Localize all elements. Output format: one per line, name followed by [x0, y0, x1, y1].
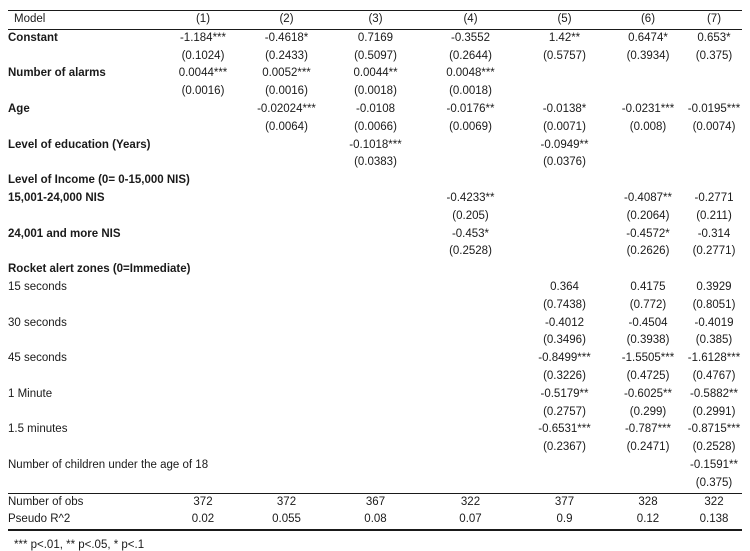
cell-value: (0.385): [695, 334, 733, 347]
table-row: [8, 493, 742, 511]
row-label: Level of Income (0= 0-15,000 NIS): [8, 174, 190, 187]
cell-value: (0.0064): [265, 120, 308, 133]
cell-value: [244, 386, 329, 404]
cell-value: [610, 261, 686, 279]
row-label: [8, 475, 162, 493]
cell-value: [422, 154, 519, 172]
cell-value: (0.375): [695, 49, 733, 62]
table-row: [8, 332, 742, 350]
cell-value: 0.9: [556, 513, 573, 526]
cell-value: [162, 243, 244, 261]
cell-value: (0.3938): [626, 334, 670, 347]
cell-value: (0.205): [452, 209, 489, 222]
cell-value: (0.0071): [543, 120, 586, 133]
table-row: [8, 511, 742, 530]
cell-value: [610, 172, 686, 190]
cell-value: 0.08: [364, 513, 387, 526]
cell-value: 322: [422, 493, 519, 511]
cell-value: -0.4019: [694, 316, 734, 329]
cell-value: (0.2991): [692, 405, 736, 418]
cell-value: (0.772): [629, 298, 667, 311]
cell-value: -1.184***: [179, 31, 227, 44]
cell-value: [610, 154, 686, 172]
column-header: (6): [610, 11, 686, 30]
cell-value: -0.1591**: [690, 458, 738, 471]
table-row: [8, 350, 742, 368]
column-header: (1): [162, 11, 244, 30]
cell-value: [686, 172, 742, 190]
cell-value: 0.6474*: [628, 31, 668, 44]
cell-value: [162, 101, 244, 119]
significance-note: *** p<.01, ** p<.05, * p<.1: [14, 539, 145, 551]
cell-value: [244, 332, 329, 350]
table-row: [8, 226, 742, 244]
cell-value: [244, 154, 329, 172]
row-label: 1 Minute: [8, 387, 53, 400]
cell-value: -0.5179**: [540, 387, 589, 400]
cell-value: (0.299): [629, 405, 667, 418]
cell-value: [329, 368, 422, 386]
row-label: 15,001-24,000 NIS: [8, 191, 105, 204]
cell-value: [422, 172, 519, 190]
cell-value: [329, 226, 422, 244]
cell-value: (0.2528): [692, 441, 736, 454]
table-row: [8, 457, 742, 475]
table-row: [8, 29, 742, 47]
cell-value: -0.4618*: [264, 31, 309, 44]
table-row: [8, 279, 742, 297]
cell-value: [329, 190, 422, 208]
cell-value: [329, 261, 422, 279]
table-row: [8, 404, 742, 422]
cell-value: (0.5757): [543, 49, 586, 62]
cell-value: (0.0018): [449, 85, 492, 98]
cell-value: [610, 65, 686, 83]
cell-value: [244, 226, 329, 244]
cell-value: [162, 439, 244, 457]
row-label: [8, 332, 162, 350]
cell-value: 0.4175: [630, 280, 666, 293]
cell-value: (0.211): [696, 209, 732, 222]
row-label: Constant: [8, 31, 58, 44]
cell-value: [422, 332, 519, 350]
cell-value: [329, 475, 422, 493]
cell-value: [329, 421, 422, 439]
row-label: [8, 243, 162, 261]
cell-value: 328: [610, 493, 686, 511]
row-label: 15 seconds: [8, 280, 67, 293]
regression-table: [8, 10, 742, 531]
column-header: (2): [244, 11, 329, 30]
cell-value: -0.0176**: [446, 102, 495, 115]
cell-value: [162, 154, 244, 172]
table-row: [8, 368, 742, 386]
cell-value: (0.3496): [543, 334, 586, 347]
cell-value: [244, 208, 329, 226]
cell-value: [329, 350, 422, 368]
table-body: [8, 29, 742, 493]
cell-value: -0.6025**: [624, 387, 672, 400]
table-row: [8, 315, 742, 333]
cell-value: [519, 226, 610, 244]
cell-value: [244, 279, 329, 297]
cell-value: [162, 297, 244, 315]
cell-value: 0.0044***: [178, 67, 228, 80]
row-label: 24,001 and more NIS: [8, 227, 121, 240]
cell-value: [422, 279, 519, 297]
cell-value: (0.008): [629, 120, 667, 133]
cell-value: -0.2771: [694, 191, 734, 204]
cell-value: -0.8715***: [687, 423, 741, 436]
cell-value: -0.453*: [451, 227, 490, 240]
cell-value: [244, 368, 329, 386]
cell-value: [162, 190, 244, 208]
cell-value: [162, 386, 244, 404]
cell-value: -0.787***: [624, 423, 672, 436]
cell-value: [244, 297, 329, 315]
cell-value: [162, 350, 244, 368]
table-row: [8, 83, 742, 101]
cell-value: (0.0383): [354, 156, 397, 169]
cell-value: [610, 475, 686, 493]
cell-value: 1.42**: [548, 31, 581, 44]
cell-value: (0.3226): [543, 369, 586, 382]
cell-value: -0.0231***: [621, 102, 675, 115]
cell-value: (0.2471): [626, 441, 670, 454]
cell-value: (0.2367): [543, 441, 586, 454]
cell-value: -0.5882**: [690, 387, 738, 400]
cell-value: [422, 350, 519, 368]
table-row: [8, 119, 742, 137]
row-label: [8, 154, 162, 172]
cell-value: -0.0108: [355, 102, 395, 115]
cell-value: -0.3552: [450, 31, 490, 44]
cell-value: [686, 65, 742, 83]
row-label: [8, 297, 162, 315]
cell-value: -0.6531***: [538, 423, 591, 436]
table-header-row: [8, 11, 742, 30]
cell-value: 0.3929: [696, 280, 732, 293]
column-header: (3): [329, 11, 422, 30]
row-label: Level of education (Years): [8, 138, 151, 151]
table-footer: [8, 493, 742, 530]
cell-value: (0.2433): [265, 49, 308, 62]
cell-value: 372: [244, 493, 329, 511]
cell-value: 0.02: [191, 513, 215, 526]
cell-value: [422, 475, 519, 493]
cell-value: [422, 297, 519, 315]
cell-value: [162, 279, 244, 297]
cell-value: [162, 315, 244, 333]
table-row: [8, 65, 742, 83]
row-label: Number of obs: [8, 493, 162, 511]
cell-value: 0.0052***: [262, 67, 311, 80]
table-row: [8, 208, 742, 226]
cell-value: [422, 457, 519, 475]
cell-value: [162, 208, 244, 226]
cell-value: (0.0066): [354, 120, 397, 133]
cell-value: [162, 332, 244, 350]
table-row: [8, 172, 742, 190]
table-row: [8, 297, 742, 315]
cell-value: [244, 243, 329, 261]
cell-value: [610, 83, 686, 101]
cell-value: [244, 350, 329, 368]
cell-value: [162, 475, 244, 493]
cell-value: (0.2771): [692, 245, 736, 258]
cell-value: (0.8051): [692, 298, 736, 311]
cell-value: (0.2626): [626, 245, 670, 258]
row-label: [8, 208, 162, 226]
cell-value: -0.314: [697, 227, 731, 240]
cell-value: [162, 404, 244, 422]
cell-value: [329, 243, 422, 261]
cell-value: [244, 475, 329, 493]
cell-value: 0.07: [459, 513, 482, 526]
cell-value: (0.2757): [543, 405, 586, 418]
cell-value: 367: [329, 493, 422, 511]
cell-value: [422, 261, 519, 279]
cell-value: 0.7169: [357, 31, 394, 44]
cell-value: [244, 172, 329, 190]
row-label: [8, 439, 162, 457]
table-row: [8, 137, 742, 155]
cell-value: [244, 404, 329, 422]
cell-value: (0.4725): [626, 369, 670, 382]
cell-value: [162, 226, 244, 244]
cell-value: [329, 386, 422, 404]
table-row: [8, 154, 742, 172]
cell-value: (0.1024): [181, 49, 225, 62]
cell-value: [244, 137, 329, 155]
cell-value: -0.4572*: [626, 227, 670, 240]
cell-value: -0.0949**: [540, 138, 589, 151]
cell-value: [519, 243, 610, 261]
cell-value: [244, 439, 329, 457]
cell-value: [422, 315, 519, 333]
cell-value: 0.12: [636, 513, 660, 526]
table-row: [8, 48, 742, 66]
cell-value: -0.4233**: [446, 191, 495, 204]
cell-value: [329, 457, 422, 475]
cell-value: [162, 421, 244, 439]
cell-value: -1.6128***: [687, 352, 741, 365]
row-label: Number of children under the age of 18: [8, 458, 209, 471]
cell-value: (0.2644): [449, 49, 492, 62]
cell-value: -1.5505***: [621, 352, 675, 365]
cell-value: [329, 297, 422, 315]
cell-value: (0.2064): [626, 209, 670, 222]
cell-value: [329, 315, 422, 333]
table-row: [8, 261, 742, 279]
cell-value: [686, 261, 742, 279]
column-header: (4): [422, 11, 519, 30]
cell-value: 322: [686, 493, 742, 511]
cell-value: [422, 439, 519, 457]
cell-value: -0.0195***: [687, 102, 741, 115]
cell-value: [519, 83, 610, 101]
cell-value: [162, 119, 244, 137]
cell-value: [422, 386, 519, 404]
cell-value: [519, 65, 610, 83]
cell-value: [686, 137, 742, 155]
cell-value: [519, 475, 610, 493]
cell-value: [244, 261, 329, 279]
cell-value: -0.0138*: [542, 102, 587, 115]
column-header: (7): [686, 11, 742, 30]
cell-value: [422, 421, 519, 439]
row-label: [8, 404, 162, 422]
cell-value: -0.4012: [544, 316, 584, 329]
cell-value: (0.0016): [265, 85, 308, 98]
cell-value: [162, 137, 244, 155]
model-header-label: Model: [8, 11, 162, 30]
cell-value: [329, 208, 422, 226]
row-label: [8, 368, 162, 386]
cell-value: (0.375): [695, 476, 733, 489]
cell-value: [519, 261, 610, 279]
table-row: [8, 475, 742, 493]
cell-value: 0.055: [272, 513, 301, 526]
cell-value: [519, 457, 610, 475]
table-row: [8, 386, 742, 404]
row-label: Rocket alert zones (0=Immediate): [8, 263, 191, 276]
cell-value: [244, 457, 329, 475]
cell-value: (0.5097): [354, 49, 397, 62]
cell-value: -0.02024***: [257, 102, 316, 115]
cell-value: [422, 137, 519, 155]
cell-value: (0.0016): [181, 85, 225, 98]
cell-value: (0.3934): [626, 49, 670, 62]
cell-value: [244, 190, 329, 208]
cell-value: [329, 279, 422, 297]
cell-value: 0.364: [550, 280, 579, 293]
cell-value: 0.0048***: [446, 67, 495, 80]
cell-value: (0.7438): [543, 298, 586, 311]
table-row: [8, 421, 742, 439]
cell-value: 377: [519, 493, 610, 511]
cell-value: (0.4767): [692, 369, 736, 382]
cell-value: [329, 172, 422, 190]
row-label: 30 seconds: [8, 316, 67, 329]
cell-value: 0.138: [699, 513, 729, 526]
cell-value: [244, 315, 329, 333]
cell-value: [519, 190, 610, 208]
cell-value: [162, 368, 244, 386]
cell-value: [422, 368, 519, 386]
cell-value: [686, 154, 742, 172]
cell-value: -0.1018***: [349, 138, 402, 151]
cell-value: [244, 421, 329, 439]
cell-value: (0.2528): [449, 245, 492, 258]
cell-value: -0.4087**: [624, 191, 672, 204]
cell-value: [610, 457, 686, 475]
cell-value: [610, 137, 686, 155]
table-row: [8, 439, 742, 457]
cell-value: [422, 404, 519, 422]
cell-value: -0.4504: [628, 316, 668, 329]
row-label: [8, 119, 162, 137]
row-label: Age: [8, 102, 30, 115]
cell-value: (0.0018): [354, 85, 397, 98]
row-label: [8, 48, 162, 66]
cell-value: -0.8499***: [538, 352, 591, 365]
cell-value: (0.0376): [543, 156, 586, 169]
table-row: [8, 243, 742, 261]
cell-value: 372: [162, 493, 244, 511]
row-label: [8, 83, 162, 101]
cell-value: [519, 172, 610, 190]
row-label: 45 seconds: [8, 352, 67, 365]
cell-value: (0.0074): [692, 120, 736, 133]
cell-value: [519, 208, 610, 226]
table-row: [8, 190, 742, 208]
cell-value: 0.653*: [697, 31, 731, 44]
cell-value: (0.0069): [449, 120, 492, 133]
cell-value: [329, 439, 422, 457]
row-label: Number of alarms: [8, 67, 106, 80]
table-row: [8, 101, 742, 119]
cell-value: [329, 332, 422, 350]
column-header: (5): [519, 11, 610, 30]
cell-value: [686, 83, 742, 101]
row-label: 1.5 minutes: [8, 423, 68, 436]
cell-value: [329, 404, 422, 422]
row-label: Pseudo R^2: [8, 513, 71, 526]
cell-value: 0.0044**: [353, 67, 398, 80]
